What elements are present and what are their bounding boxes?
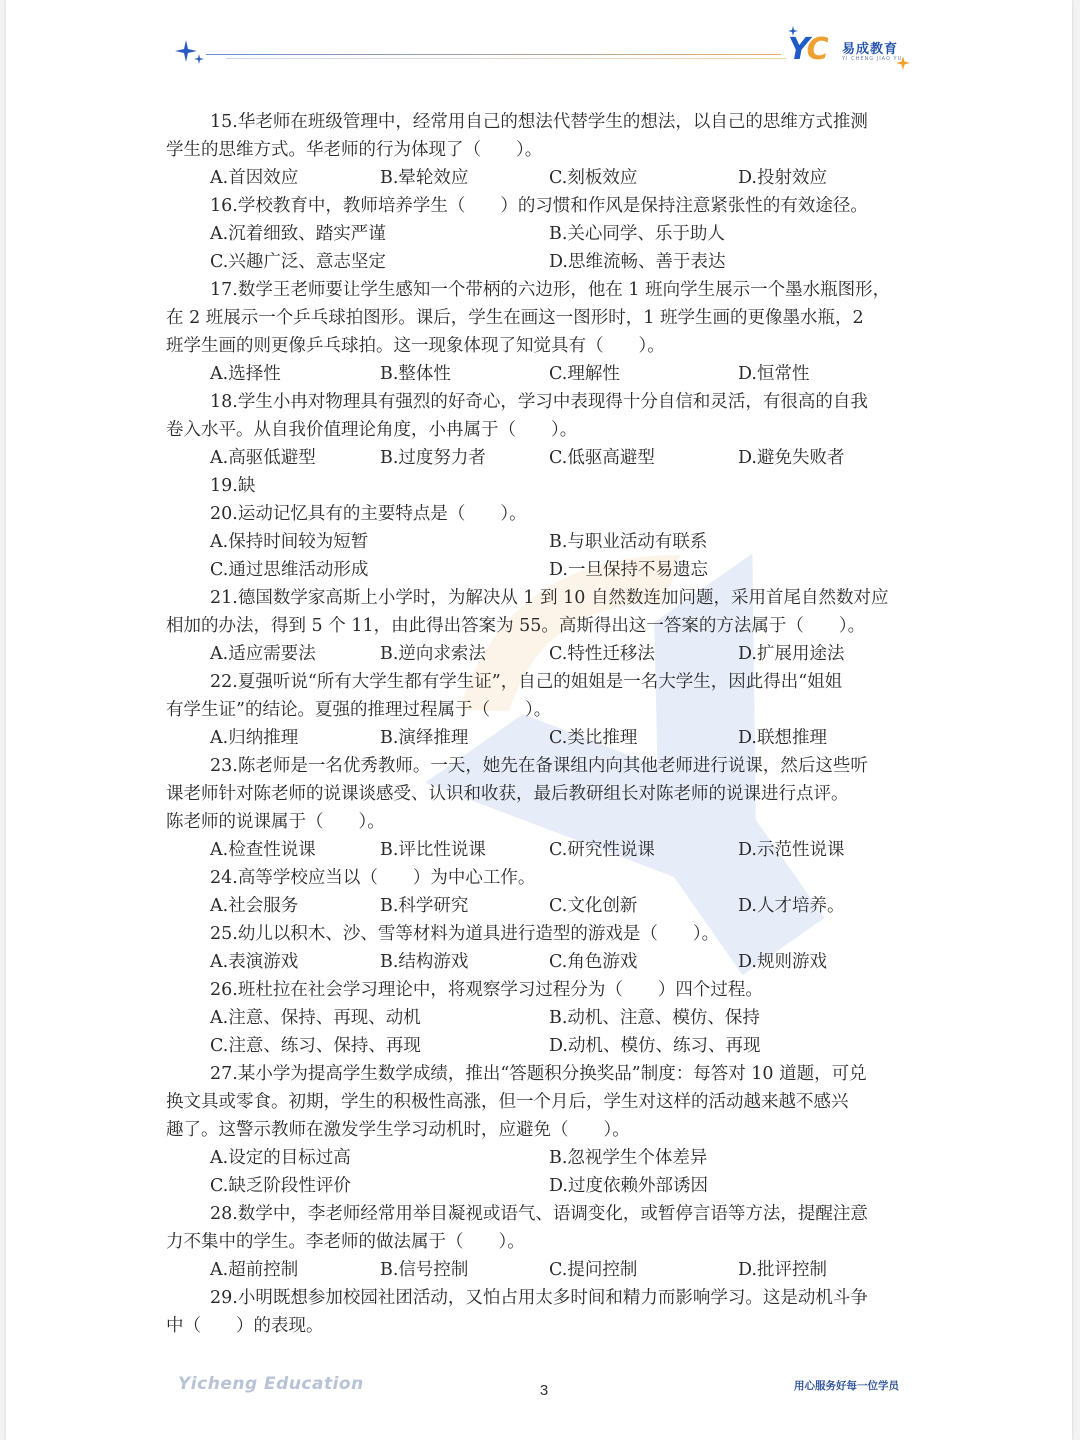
answer-option: D.扩展用途法 [738,644,845,664]
answer-option: A.表演游戏 [210,952,299,972]
question-stem-continued: 相加的办法，得到 5 个 11，由此得出答案为 55。高斯得出这一答案的方法属于（ ）。 [166,616,866,636]
option-row [166,360,926,388]
answer-option: D.一旦保持不易遗忘 [549,560,708,580]
answer-option: A.设定的目标过高 [210,1148,351,1168]
logo-pinyin: YI CHENG JIAO YU [842,56,903,62]
answer-option: B.晕轮效应 [380,168,469,188]
answer-option: A.首因效应 [210,168,299,188]
question-stem: 27.某小学为提高学生数学成绩，推出“答题积分换奖品”制度：每答对 10 道题，可兑 [210,1064,867,1084]
answer-option: C.刻板效应 [549,168,638,188]
document-page [6,0,1072,1440]
question-stem: 15.华老师在班级管理中，经常用自己的想法代替学生的想法，以自己的思维方式推测 [210,112,868,132]
option-row [166,892,926,920]
question-stem: 26.班杜拉在社会学习理论中，将观察学习过程分为（ ）四个过程。 [210,980,763,1000]
logo-mark: YC [788,32,827,67]
question-stem: 28.数学中，李老师经常用举目凝视或语气、语调变化，或暂停言语等方法，提醒注意 [210,1204,868,1224]
question-stem-continued: 趣了。这警示教师在激发学生学习动机时，应避免（ ）。 [166,1120,630,1140]
answer-option: B.动机、注意、模仿、保持 [549,1008,760,1028]
sparkle-icon [174,38,206,68]
question-stem: 24.高等学校应当以（ ）为中心工作。 [210,868,536,888]
question-stem: 18.学生小冉对物理具有强烈的好奇心，学习中表现得十分自信和灵活，有很高的自我 [210,392,868,412]
answer-option: C.缺乏阶段性评价 [210,1176,351,1196]
answer-option: A.保持时间较为短暂 [210,532,369,552]
question-stem-continued: 卷入水平。从自我价值理论角度，小冉属于（ ）。 [166,420,578,440]
option-row [166,556,926,584]
answer-option: D.避免失败者 [738,448,845,468]
option-row [166,1004,926,1032]
brand-logo [784,28,924,78]
question-stem: 21.德国数学家高斯上小学时，为解决从 1 到 10 自然数连加问题，采用首尾自然数对应 [210,588,889,608]
answer-option: A.选择性 [210,364,281,384]
question-stem-continued: 学生的思维方式。华老师的行为体现了（ ）。 [166,140,543,160]
question-stem: 19.缺 [210,476,256,496]
answer-option: D.恒常性 [738,364,810,384]
answer-option: A.沉着细致、踏实严谨 [210,224,386,244]
question-stem: 20.运动记忆具有的主要特点是（ ）。 [210,504,527,524]
question-stem-continued: 中（ ）的表现。 [166,1316,324,1336]
answer-option: B.结构游戏 [380,952,469,972]
answer-option: A.适应需要法 [210,644,316,664]
answer-option: C.类比推理 [549,728,638,748]
option-row [166,164,926,192]
answer-option: C.文化创新 [549,896,638,916]
footer-slogan: 用心服务好每一位学员 [794,1380,899,1392]
question-stem-continued: 课老师针对陈老师的说课谈感受、认识和收获，最后教研组长对陈老师的说课进行点评。 [166,784,849,804]
answer-option: B.科学研究 [380,896,469,916]
option-row [166,444,926,472]
option-row [166,1172,926,1200]
option-row [166,640,926,668]
answer-option: C.通过思维活动形成 [210,560,369,580]
answer-option: D.批评控制 [738,1260,827,1280]
option-row [166,724,926,752]
answer-option: C.研究性说课 [549,840,655,860]
answer-option: B.信号控制 [380,1260,469,1280]
question-stem: 16.学校教育中，教师培养学生（ ）的习惯和作风是保持注意紧张性的有效途径。 [210,196,868,216]
question-stem-continued: 陈老师的说课属于（ ）。 [166,812,385,832]
answer-option: D.人才培养。 [738,896,845,916]
option-row [166,248,926,276]
answer-option: C.低驱高避型 [549,448,655,468]
answer-option: C.角色游戏 [549,952,638,972]
answer-option: B.演绎推理 [380,728,469,748]
answer-option: B.忽视学生个体差异 [549,1148,708,1168]
header-rule [206,54,781,55]
answer-option: C.注意、练习、保持、再现 [210,1036,421,1056]
answer-option: C.提问控制 [549,1260,638,1280]
page-number: 3 [539,1382,549,1399]
answer-option: A.社会服务 [210,896,299,916]
footer-brand: Yicheng Education [178,1374,364,1394]
answer-option: B.关心同学、乐于助人 [549,224,725,244]
answer-option: B.逆向求索法 [380,644,486,664]
answer-option: B.过度努力者 [380,448,486,468]
answer-option: C.特性迁移法 [549,644,655,664]
answer-option: B.整体性 [380,364,451,384]
question-stem: 22.夏强听说“所有大学生都有学生证”，自己的姐姐是一名大学生，因此得出“姐姐 [210,672,843,692]
question-stem: 17.数学王老师要让学生感知一个带柄的六边形，他在 1 班向学生展示一个墨水瓶图形， [210,280,891,300]
answer-option: A.高驱低避型 [210,448,316,468]
option-row [166,836,926,864]
answer-option: D.示范性说课 [738,840,845,860]
header-rule-secondary [226,58,786,59]
answer-option: D.规则游戏 [738,952,827,972]
option-row [166,1144,926,1172]
answer-option: A.归纳推理 [210,728,299,748]
option-row [166,1032,926,1060]
answer-option: D.思维流畅、善于表达 [549,252,726,272]
answer-option: D.投射效应 [738,168,827,188]
question-stem-continued: 有学生证”的结论。夏强的推理过程属于（ ）。 [166,700,552,720]
answer-option: C.兴趣广泛、意志坚定 [210,252,386,272]
option-row [166,1256,926,1284]
answer-option: B.评比性说课 [380,840,486,860]
answer-option: A.注意、保持、再现、动机 [210,1008,421,1028]
question-stem: 29.小明既想参加校园社团活动，又怕占用太多时间和精力而影响学习。这是动机斗争 [210,1288,868,1308]
option-row [166,220,926,248]
question-stem-continued: 在 2 班展示一个乒乓球拍图形。课后，学生在画这一图形时，1 班学生画的更像墨水瓶，2 [166,308,864,328]
question-stem-continued: 换文具或零食。初期，学生的积极性高涨，但一个月后，学生对这样的活动越来越不感兴 [166,1092,849,1112]
answer-option: D.过度依赖外部诱因 [549,1176,708,1196]
answer-option: C.理解性 [549,364,620,384]
answer-option: D.联想推理 [738,728,827,748]
question-stem: 23.陈老师是一名优秀教师。一天，她先在备课组内向其他老师进行说课，然后这些听 [210,756,868,776]
question-stem-continued: 力不集中的学生。李老师的做法属于（ ）。 [166,1232,525,1252]
question-list [166,108,926,1340]
logo-text: 易成教育 [842,42,899,57]
answer-option: A.超前控制 [210,1260,299,1280]
answer-option: D.动机、模仿、练习、再现 [549,1036,761,1056]
question-stem-continued: 班学生画的则更像乒乓球拍。这一现象体现了知觉具有（ ）。 [166,336,665,356]
orange-star-icon [896,56,910,70]
option-row [166,948,926,976]
answer-option: A.检查性说课 [210,840,316,860]
answer-option: B.与职业活动有联系 [549,532,708,552]
option-row [166,528,926,556]
question-stem: 25.幼儿以积木、沙、雪等材料为道具进行造型的游戏是（ ）。 [210,924,720,944]
